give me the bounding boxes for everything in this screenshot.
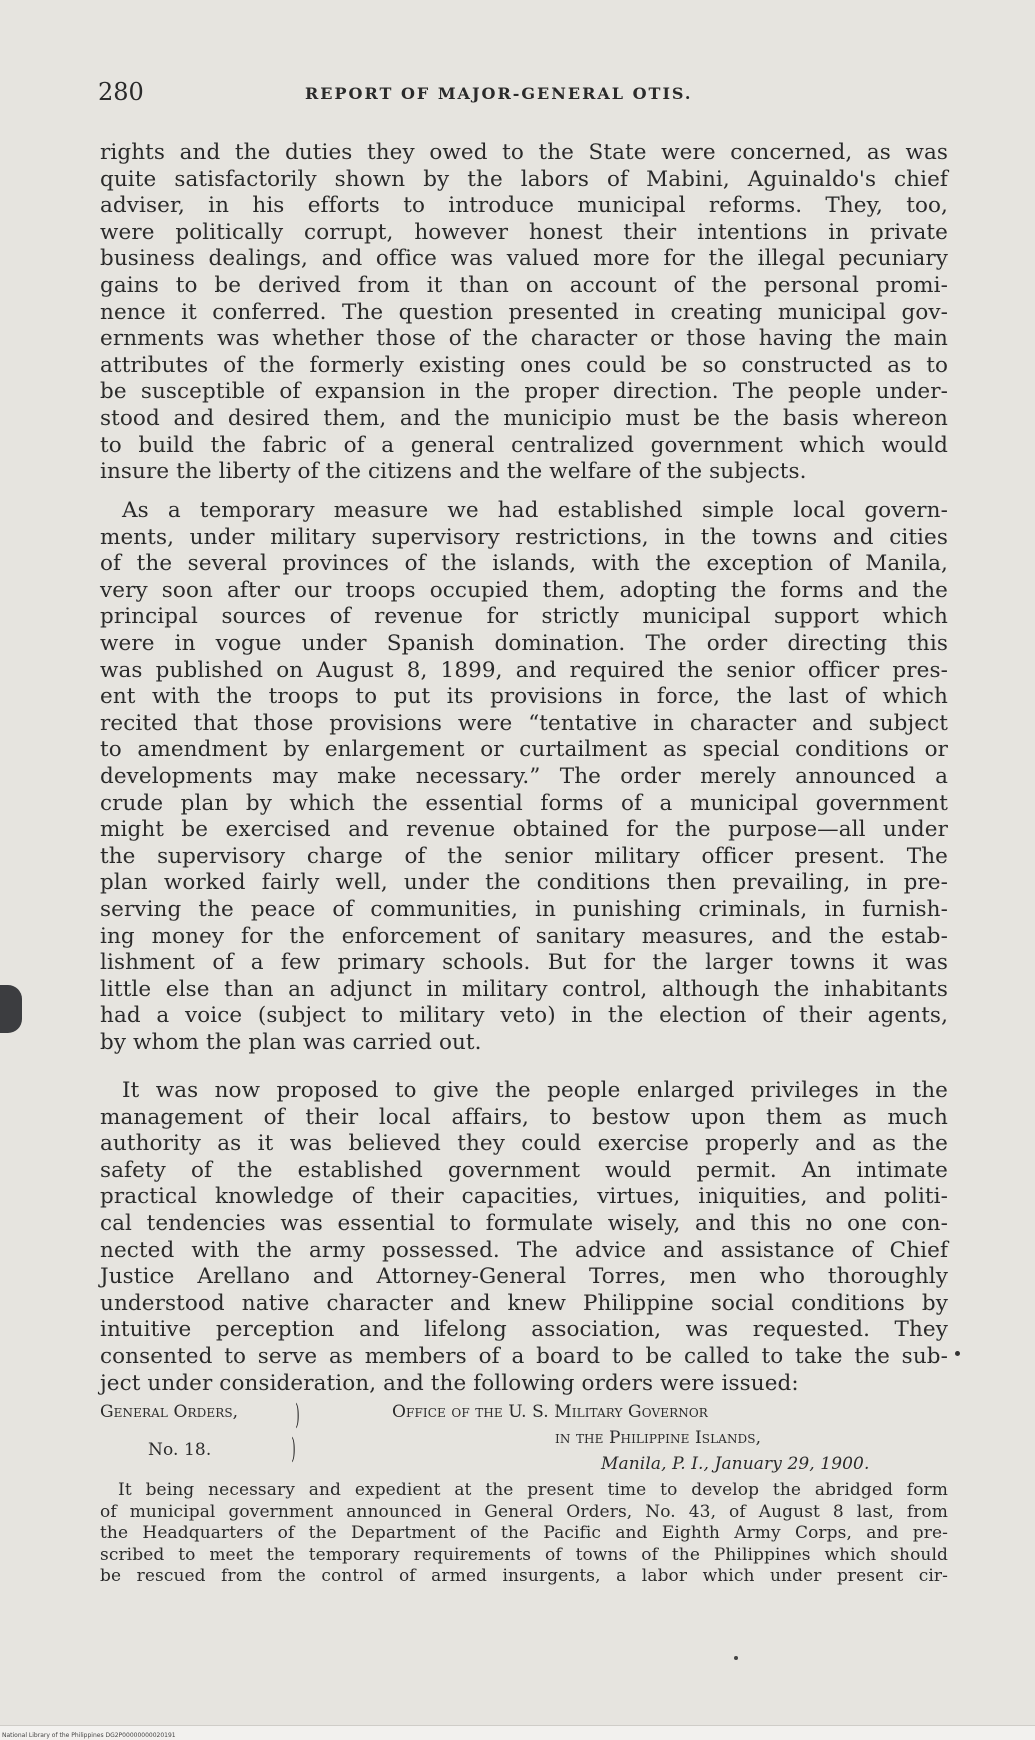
text-line: by whom the plan was carried out. bbox=[100, 1030, 482, 1055]
order-text-line: be rescued from the control of armed insurgents, a labor which under present cir- bbox=[100, 1566, 948, 1586]
text-line: ject under consideration, and the following orders were issued: bbox=[100, 1370, 799, 1396]
order-text-line: the Headquarters of the Department of the Pacific and Eighth Army Corps, and pre- bbox=[100, 1523, 948, 1543]
place-date: Manila, P. I., January 29, 1900. bbox=[601, 1454, 870, 1474]
text-line: attributes of the formerly existing ones could be so constructed as to bbox=[100, 352, 948, 378]
running-title: REPORT OF MAJOR-GENERAL OTIS. bbox=[305, 84, 693, 103]
office-line-1: Office of the U. S. Military Governor bbox=[392, 1402, 708, 1422]
text-line: insure the liberty of the citizens and the welfare of the subjects. bbox=[100, 459, 807, 485]
general-orders-label: General Orders, bbox=[100, 1402, 239, 1422]
text-line: nence it conferred. The question presented in creating municipal gov- bbox=[100, 299, 948, 325]
text-line: was published on August 8, 1899, and required the senior officer pres- bbox=[100, 657, 948, 683]
text-line: Justice Arellano and Attorney-General Torres, men who thoroughly bbox=[100, 1264, 948, 1290]
text-line: ernments was whether those of the character or those having the main bbox=[100, 326, 948, 352]
page-number: 280 bbox=[98, 78, 144, 106]
text-line: recited that those provisions were “tentative in character and subject bbox=[100, 710, 948, 736]
order-text-line: of municipal government announced in General Orders, No. 43, of August 8 last, from bbox=[100, 1501, 948, 1522]
text-line: intuitive perception and lifelong association, was requested. They bbox=[100, 1317, 948, 1343]
text-line: very soon after our troops occupied them, adopting the forms and the bbox=[100, 577, 948, 603]
text-line: to amendment by enlargement or curtailment as special conditions or bbox=[100, 737, 948, 763]
text-line: of the several provinces of the islands, with the exception of Manila, bbox=[100, 551, 948, 577]
text-line: stood and desired them, and the municipio must be the basis whereon bbox=[100, 406, 948, 431]
footer-credit: National Library of the Philippines DG2P00000000020191 bbox=[2, 1732, 176, 1739]
brace-bottom: ) bbox=[291, 1432, 296, 1465]
text-line: understood native character and knew Philippine social conditions by bbox=[100, 1290, 948, 1316]
text-line: management of their local affairs, to bestow upon them as much bbox=[100, 1104, 948, 1130]
page-mark bbox=[955, 1351, 960, 1356]
text-line: quite satisfactorily shown by the labors of Mabini, Aguinaldo's chief bbox=[100, 166, 948, 192]
text-line: ments, under military supervisory restrictions, in the towns and cities bbox=[100, 524, 948, 550]
page-edge-tab bbox=[0, 985, 22, 1033]
text-line: had a voice (subject to military veto) in the election of their agents, bbox=[100, 1003, 948, 1029]
text-line: crude plan by which the essential forms of a municipal government bbox=[100, 790, 948, 816]
text-line: principal sources of revenue for strictly municipal support which bbox=[100, 604, 948, 630]
text-line: nected with the army possessed. The advice and assistance of Chief bbox=[100, 1237, 948, 1263]
text-line: rights and the duties they owed to the State were concerned, as was bbox=[100, 140, 948, 165]
order-text-line: scribed to meet the temporary requirements of towns of the Philippines which should bbox=[100, 1544, 948, 1565]
text-line: might be exercised and revenue obtained for the purpose—all under bbox=[100, 817, 948, 843]
office-line-2: in the Philippine Islands, bbox=[555, 1428, 762, 1448]
text-line: ing money for the enforcement of sanitary measures, and the estab- bbox=[100, 923, 948, 949]
text-line: the supervisory charge of the senior military officer present. The bbox=[100, 843, 948, 869]
text-line: adviser, in his efforts to introduce municipal reforms. They, too, bbox=[100, 193, 948, 219]
text-line: were politically corrupt, however honest their intentions in private bbox=[100, 219, 948, 245]
text-line: It was now proposed to give the people enlarged privileges in the bbox=[122, 1078, 948, 1103]
text-line: plan worked fairly well, under the conditions then prevailing, in pre- bbox=[100, 870, 948, 896]
order-number: No. 18. bbox=[148, 1440, 212, 1460]
text-line: developments may make necessary.” The order merely announced a bbox=[100, 764, 948, 789]
text-line: were in vogue under Spanish domination. The order directing this bbox=[100, 631, 948, 656]
text-line: safety of the established government would permit. An intimate bbox=[100, 1157, 948, 1183]
text-line: serving the peace of communities, in punishing criminals, in furnish- bbox=[100, 897, 948, 922]
brace-top: ) bbox=[295, 1398, 300, 1431]
text-line: business dealings, and office was valued more for the illegal pecuniary bbox=[100, 246, 948, 272]
text-line: gains to be derived from it than on account of the personal promi- bbox=[100, 273, 948, 298]
text-line: to build the fabric of a general centralized government which would bbox=[100, 432, 948, 458]
footer-bar bbox=[0, 1725, 1035, 1740]
text-line: practical knowledge of their capacities, virtues, iniquities, and politi- bbox=[100, 1184, 948, 1210]
page-mark bbox=[734, 1656, 738, 1660]
text-line: little else than an adjunct in military control, although the inhabitants bbox=[100, 976, 948, 1002]
text-line: authority as it was believed they could exercise properly and as the bbox=[100, 1131, 948, 1157]
text-line: cal tendencies was essential to formulate wisely, and this no one con- bbox=[100, 1211, 948, 1236]
text-line: As a temporary measure we had established simple local govern- bbox=[122, 498, 948, 523]
order-text-line: It being necessary and expedient at the present time to develop the abridged form bbox=[118, 1480, 948, 1500]
text-line: consented to serve as members of a board to be called to take the sub- bbox=[100, 1344, 948, 1369]
text-line: be susceptible of expansion in the proper direction. The people under- bbox=[100, 379, 948, 405]
text-line: lishment of a few primary schools. But for the larger towns it was bbox=[100, 950, 948, 976]
text-line: ent with the troops to put its provisions in force, the last of which bbox=[100, 684, 948, 710]
